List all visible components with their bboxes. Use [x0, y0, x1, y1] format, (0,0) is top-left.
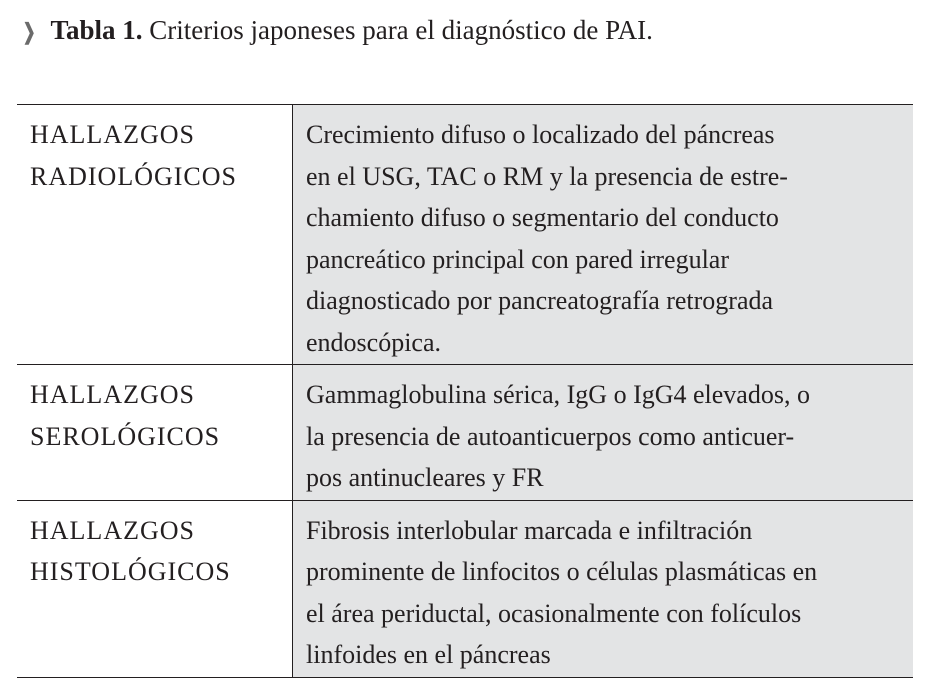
description-line: diagnosticado por pancreatografía retrograda [306, 286, 774, 315]
table-row [17, 365, 913, 501]
description-line: en el USG, TAC o RM y la presencia de estre- [306, 161, 788, 191]
description-line: prominente de linfocitos o células plasmáticas en [306, 557, 818, 586]
caption-text: Criterios japoneses para el diagnóstico de PAI. [149, 15, 653, 45]
description-line: pancreático principal con pared irregular [306, 244, 729, 274]
heading-line: HISTOLÓGICOS [30, 557, 231, 586]
description-line: endoscópica. [306, 327, 442, 357]
description-line: linfoides en el páncreas [306, 640, 551, 669]
criteria-table [17, 104, 913, 678]
description-line: el área periductal, ocasionalmente con folículos [306, 598, 802, 628]
description-line: pos antinucleares y FR [306, 463, 544, 492]
heading-line: SEROLÓGICOS [30, 421, 221, 451]
table-row [17, 105, 913, 365]
row-heading [17, 105, 293, 365]
description-line: Fibrosis interlobular marcada e infiltración [306, 515, 753, 545]
heading-line: HALLAZGOS [30, 515, 195, 545]
row-description [293, 500, 914, 677]
row-description [293, 105, 914, 365]
heading-line: HALLAZGOS [30, 380, 195, 409]
heading-line: RADIOLÓGICOS [30, 161, 237, 191]
table-caption [20, 12, 653, 50]
table-row [17, 500, 913, 677]
row-description [293, 365, 914, 501]
description-line: Gammaglobulina sérica, IgG o IgG4 elevados, o [306, 380, 810, 409]
description-line: chamiento difuso o segmentario del conducto [306, 203, 779, 232]
row-heading [17, 365, 293, 501]
chevron-right-icon: ❯ [22, 19, 36, 44]
description-line: Crecimiento difuso o localizado del páncreas [306, 120, 775, 149]
heading-line: HALLAZGOS [30, 120, 195, 149]
caption-label: Tabla 1. [50, 15, 143, 45]
description-line: la presencia de autoanticuerpos como anticuer- [306, 421, 795, 451]
row-heading [17, 500, 293, 677]
